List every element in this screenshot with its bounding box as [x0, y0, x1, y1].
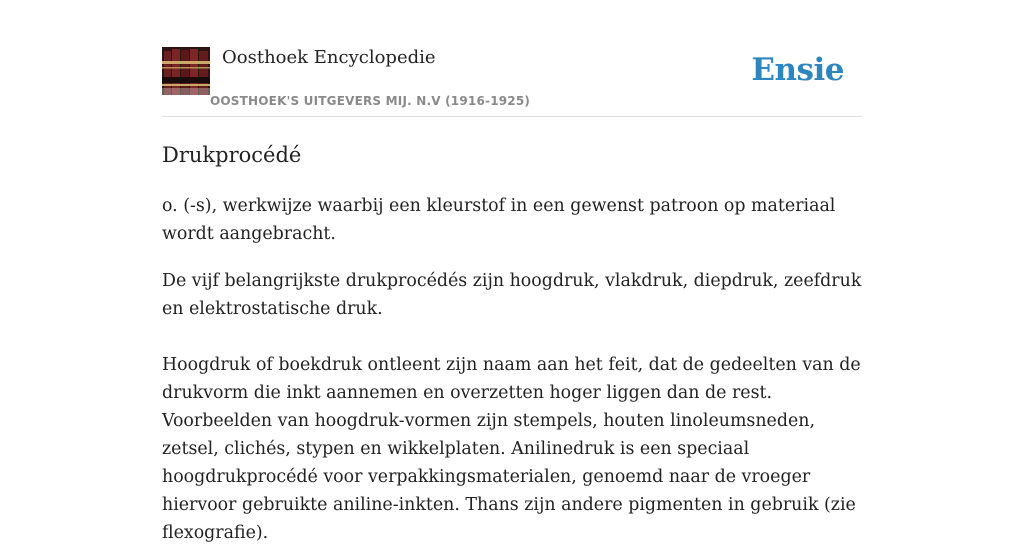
brand-logo[interactable]: Ensie — [751, 52, 844, 88]
book-spines-icon[interactable] — [162, 47, 210, 95]
source-subtitle: OOSTHOEK'S UITGEVERS MIJ. N.V (1916-1925) — [210, 94, 531, 108]
source-header — [162, 46, 862, 117]
source-title[interactable]: Oosthoek Encyclopedie — [222, 47, 436, 68]
article-content — [162, 140, 862, 547]
paragraph: o. (-s), werkwijze waarbij een kleurstof in een gewenst patroon op materiaal wordt aangebracht. — [162, 196, 836, 244]
paragraph: De vijf belangrijkste drukprocédés zijn hoogdruk, vlakdruk, diepdruk, zeefdruk en elektrostatische druk. — [162, 271, 862, 319]
paragraph: Hoogdruk of boekdruk ontleent zijn naam aan het feit, dat de gedeelten van de drukvorm die inkt aannemen en overzetten hoger liggen dan de rest. Voorbeelden van hoogdruk-vormen zijn stempels, houten linoleumsneden, zetsel, clichés, stypen en wikkelplaten. Anilinedruk is een speciaal hoogdrukprocédé voor verpakkingsmaterialen, genoemd naar de vroeger hiervoor gebruikte aniline-inkten. Thans zijn andere pigmenten in gebruik (zie flexografie). — [162, 355, 861, 543]
page-title: Drukprocédé — [162, 143, 302, 167]
